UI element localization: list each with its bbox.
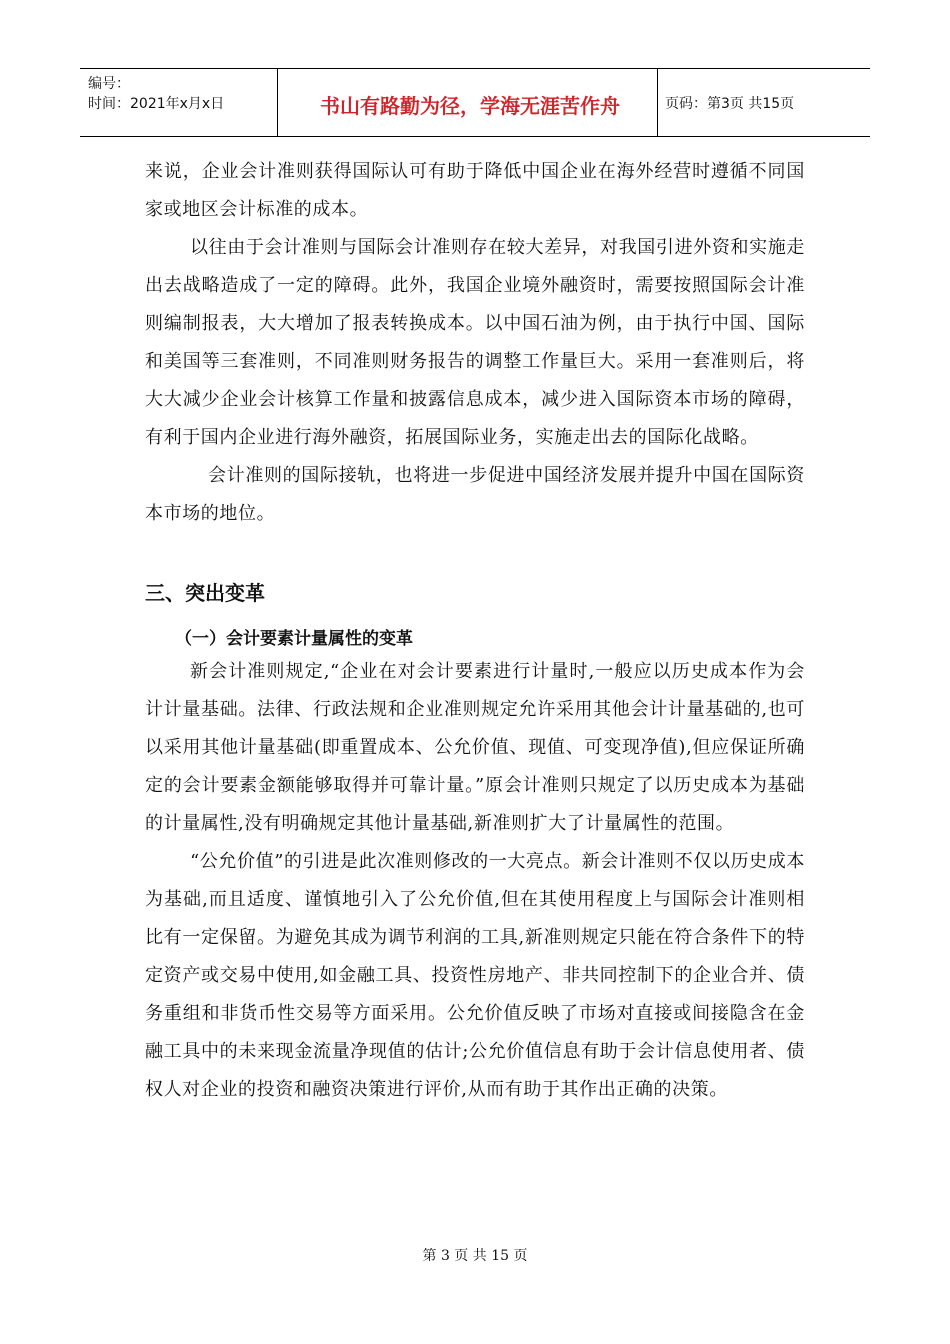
section-heading: 三、突出变革	[145, 581, 265, 605]
header-table	[80, 68, 870, 137]
paragraph: 会计准则的国际接轨，也将进一步促进中国经济发展并提升中国在国际资本市场的地位。	[145, 465, 805, 524]
header-top-border	[80, 68, 870, 69]
header-divider	[277, 68, 278, 137]
header-bottom-border	[80, 136, 870, 137]
paragraph: 以往由于会计准则与国际会计准则存在较大差异，对我国引进外资和实施走出去战略造成了一定的障碍。此外，我国企业境外融资时，需要按照国际会计准则编制报表，大大增加了报表转换成本。以中国石油为例，由于执行中国、国际和美国等三套准则，不同准则财务报告的调整工作量巨大。采用一套准则后，将大大减少企业会计核算工作量和披露信息成本，减少进入国际资本市场的障碍，有利于国内企业进行海外融资，拓展国际业务，实施走出去的国际化战略。	[145, 237, 805, 448]
subsection-heading: （一）会计要素计量属性的变革	[175, 629, 413, 649]
document-body	[145, 153, 805, 1109]
paragraph: 新会计准则规定,“企业在对会计要素进行计量时,一般应以历史成本作为会计计量基础。法律、行政法规和企业准则规定允许采用其他会计计量基础的,也可以采用其他计量基础(即重置成本、公允价值、现值、可变现净值),但应保证所确定的会计要素金额能够取得并可靠计量。”原会计准则只规定了以历史成本为基础的计量属性,没有明确规定其他计量基础,新准则扩大了计量属性的范围。	[145, 661, 805, 834]
header-motto: 书山有路勤为径，学海无涯苦作舟	[320, 94, 620, 118]
header-meta	[88, 74, 224, 114]
paragraph: 来说，企业会计准则获得国际认可有助于降低中国企业在海外经营时遵循不同国家或地区会计标准的成本。	[145, 161, 805, 220]
header-page-label: 页码：第3页 共15页	[665, 96, 795, 112]
page-footer: 第 3 页 共 15 页	[422, 1248, 528, 1264]
paragraph: “公允价值”的引进是此次准则修改的一大亮点。新会计准则不仅以历史成本为基础,而且适度、谨慎地引入了公允价值,但在其使用程度上与国际会计准则相比有一定保留。为避免其成为调节利润的工具,新准则规定只能在符合条件下的特定资产或交易中使用,如金融工具、投资性房地产、非共同控制下的企业合并、债务重组和非货币性交易等方面采用。公允价值反映了市场对直接或间接隐含在金融工具中的未来现金流量净现值的估计;公允价值信息有助于会计信息使用者、债权人对企业的投资和融资决策进行评价,从而有助于其作出正确的决策。	[145, 851, 805, 1100]
date-label: 时间：2021年x月x日	[88, 96, 225, 112]
number-label: 编号：	[88, 76, 130, 92]
